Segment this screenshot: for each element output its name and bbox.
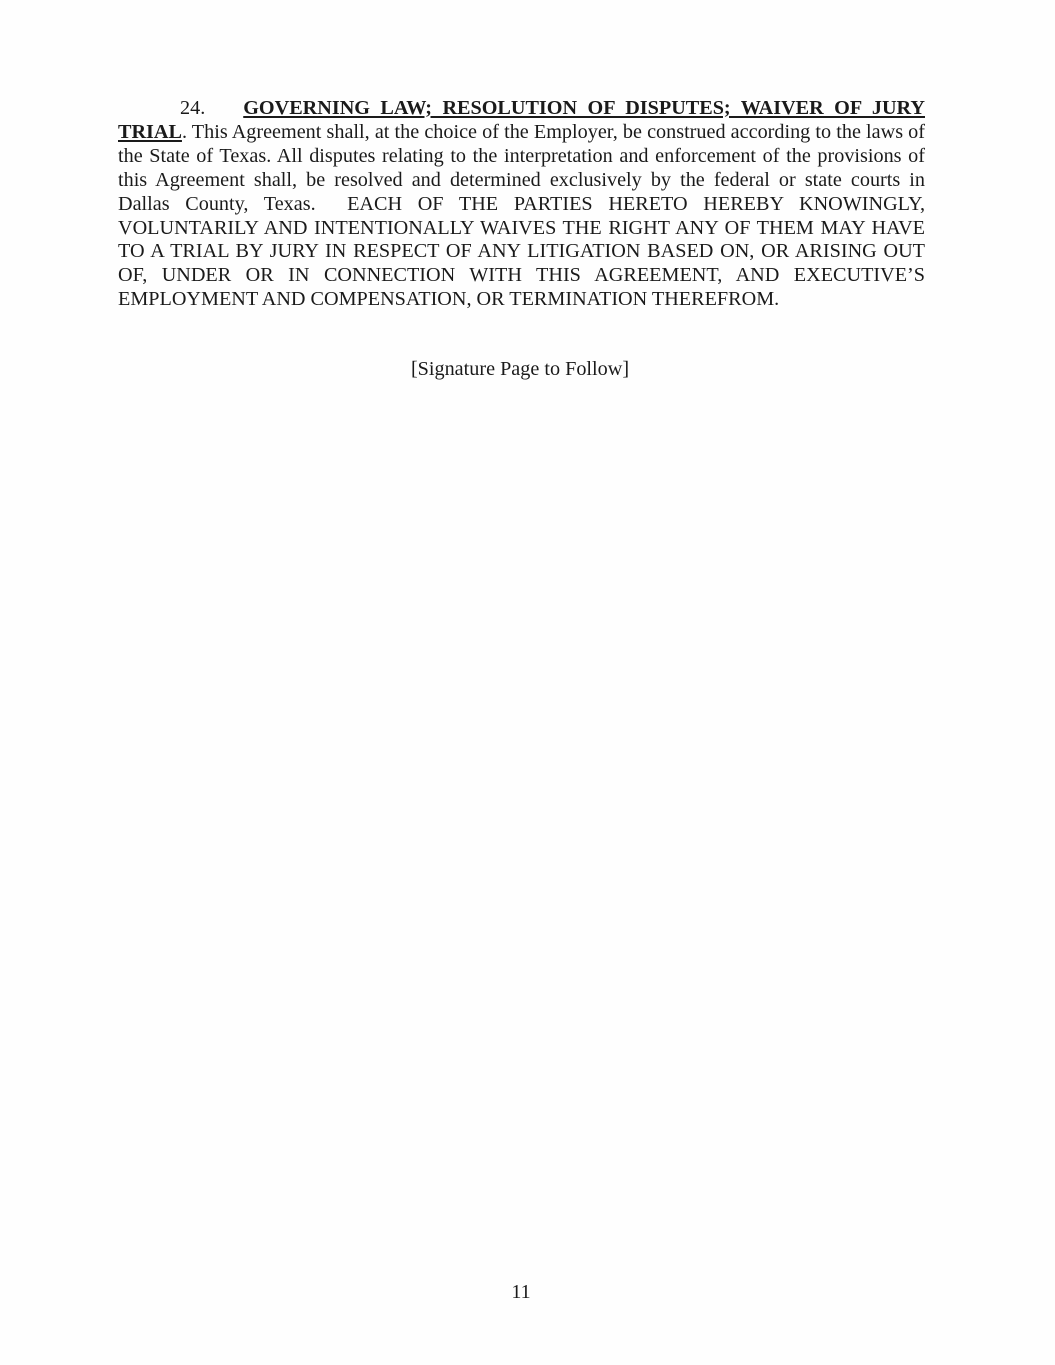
- jurisdiction-sentence: All disputes relating to the interpretation and enforcement of the provisions of this Agreement shall, be resolved and determined exclusively by the federal or state courts in Dallas County, Texas.: [118, 144, 925, 215]
- jury-waiver-text: EACH OF THE PARTIES HERETO HEREBY KNOWINGLY, VOLUNTARILY AND INTENTIONALLY WAIVES THE RIGHT ANY OF THEM MAY HAVE TO A TRIAL BY JURY IN RESPECT OF ANY LITIGATION BASED ON, OR ARISING OUT OF, UNDER OR IN CONNECTION WITH THIS AGREEMENT, AND EXECUTIVE’S EMPLOYMENT AND COMPENSATION, OR TERMINATION THEREFROM.: [118, 192, 925, 311]
- section-heading-line2: TRIAL: [118, 120, 182, 143]
- section-24: [118, 97, 925, 312]
- governing-law-sentence: This Agreement shall, at the choice of the Employer, be construed according to the laws of the State of Texas.: [118, 120, 926, 167]
- section-number: 24.: [180, 97, 206, 119]
- page-number: 11: [511, 1281, 531, 1303]
- section-heading-line1: GOVERNING LAW; RESOLUTION OF DISPUTES; WAIVER OF JURY: [243, 97, 925, 119]
- signature-page-note: [Signature Page to Follow]: [410, 358, 630, 380]
- heading-punctuation: .: [181, 120, 187, 143]
